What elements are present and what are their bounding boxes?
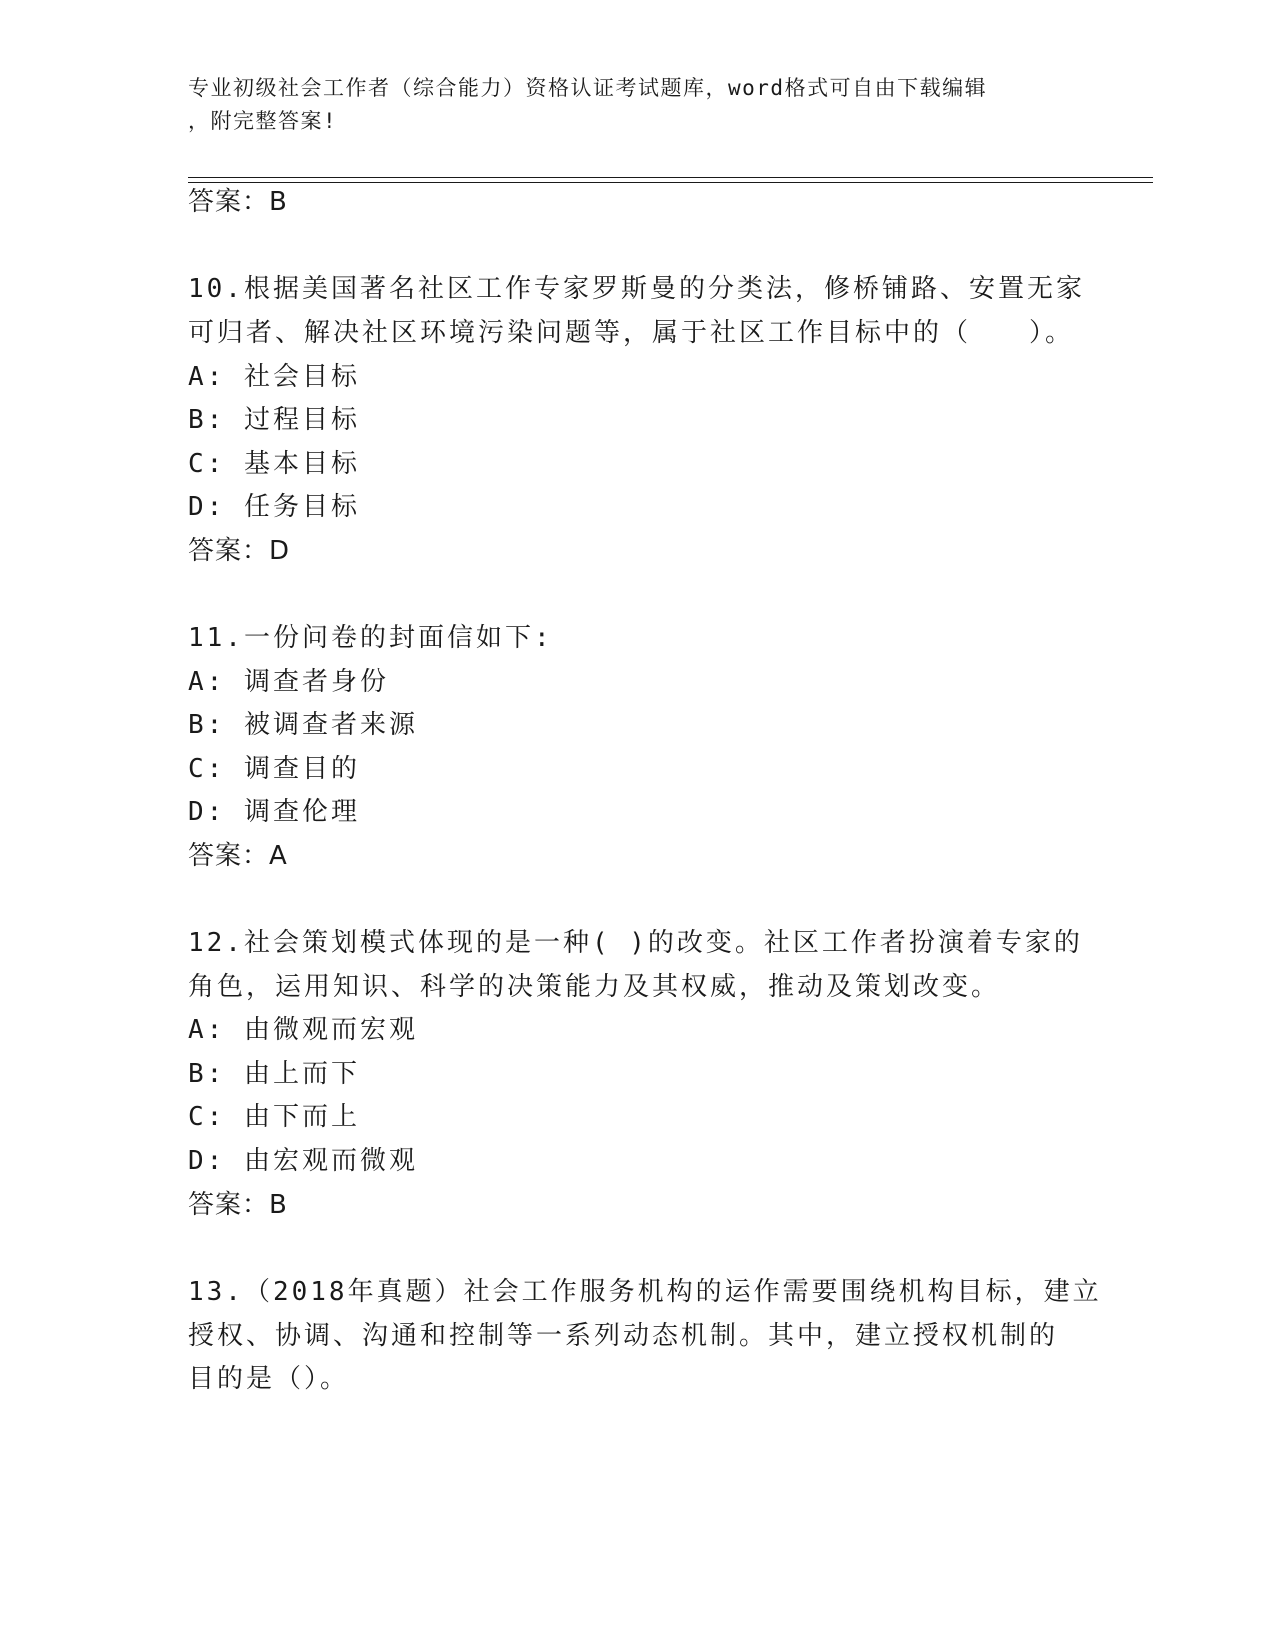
question-11-answer: 答案：A — [188, 841, 288, 871]
question-12-option-c: C: 由下而上 — [188, 1102, 360, 1132]
question-11-option-b: B: 被调查者来源 — [188, 710, 418, 740]
question-11-option-d: D: 调查伦理 — [188, 797, 360, 827]
question-12-option-b: B: 由上而下 — [188, 1059, 360, 1089]
question-10-option-a: A: 社会目标 — [188, 362, 360, 392]
question-13-stem-line-3: 目的是（）。 — [188, 1364, 350, 1394]
previous-answer: 答案：B — [188, 187, 288, 217]
header-divider — [188, 177, 1153, 183]
question-10-option-c: C: 基本目标 — [188, 449, 360, 479]
question-12-stem-line-1: 12.社会策划模式体现的是一种( )的改变。社区工作者扮演着专家的 — [188, 928, 1083, 958]
header-line-2: ，附完整答案! — [188, 109, 338, 133]
question-10-option-b: B: 过程目标 — [188, 405, 360, 435]
question-13-stem-line-2: 授权、协调、沟通和控制等一系列动态机制。其中，建立授权机制的 — [188, 1321, 1059, 1351]
question-12-option-a: A: 由微观而宏观 — [188, 1015, 418, 1045]
question-10-answer: 答案：D — [188, 536, 291, 566]
question-13-stem-line-1: 13.（2018年真题）社会工作服务机构的运作需要围绕机构目标，建立 — [188, 1277, 1102, 1307]
question-11-option-a: A: 调查者身份 — [188, 667, 389, 697]
question-12-answer: 答案：B — [188, 1190, 288, 1220]
question-12-stem-line-2: 角色，运用知识、科学的决策能力及其权威，推动及策划改变。 — [188, 972, 1001, 1002]
question-10-stem-line-2: 可归者、解决社区环境污染问题等，属于社区工作目标中的（ ）。 — [188, 318, 1075, 348]
question-12-option-d: D: 由宏观而微观 — [188, 1146, 418, 1176]
question-11-stem-line-1: 11.一份问卷的封面信如下: — [188, 623, 553, 653]
question-11-option-c: C: 调查目的 — [188, 754, 360, 784]
header-line-1: 专业初级社会工作者（综合能力）资格认证考试题库，word格式可自由下载编辑 — [188, 76, 988, 100]
question-10-stem-line-1: 10.根据美国著名社区工作专家罗斯曼的分类法，修桥铺路、安置无家 — [188, 274, 1085, 304]
question-10-option-d: D: 任务目标 — [188, 492, 360, 522]
document-header — [188, 72, 1068, 138]
